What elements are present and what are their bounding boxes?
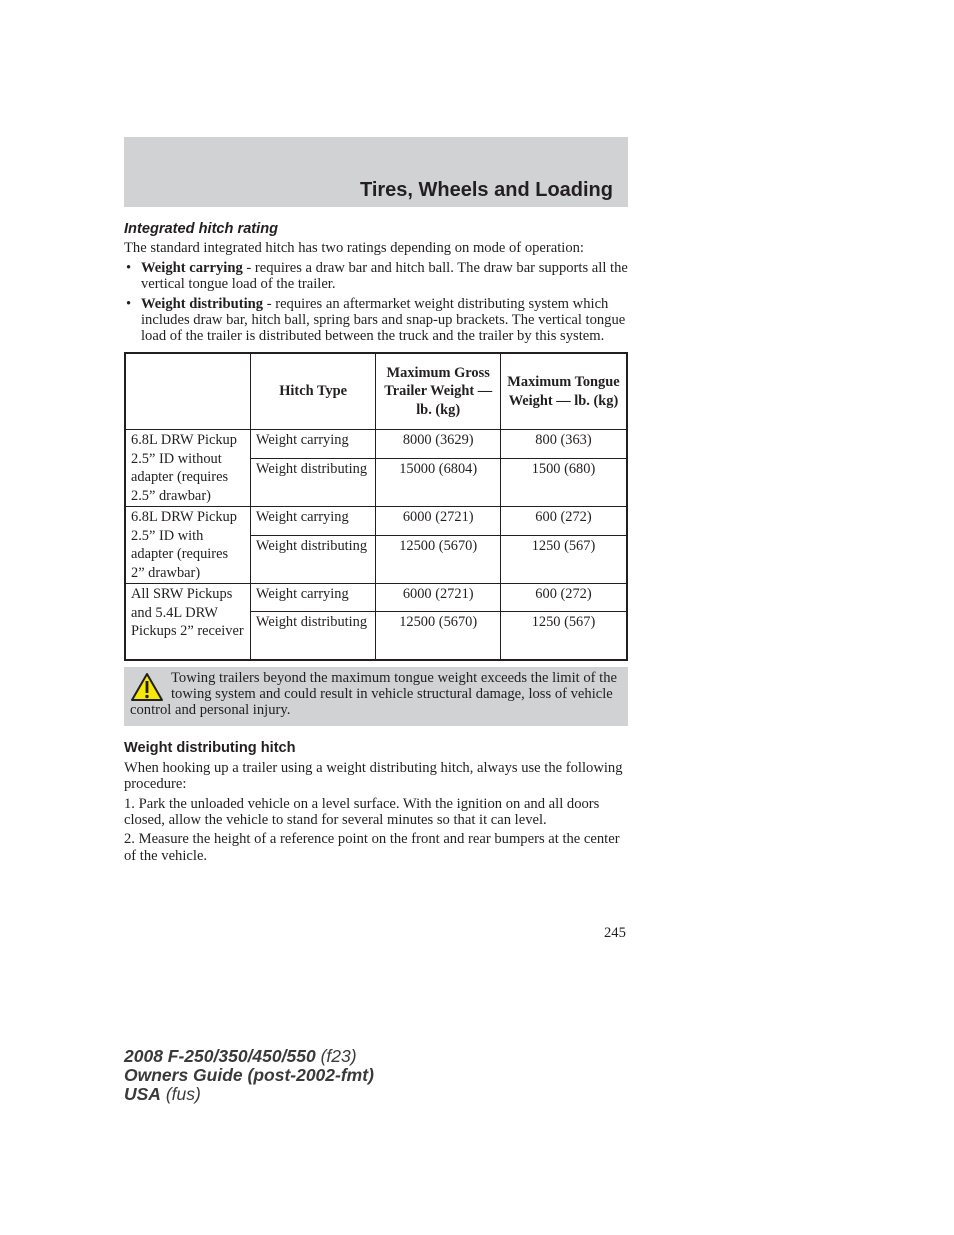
intro-paragraph: The standard integrated hitch has two ratings depending on mode of operation: [124,240,584,257]
hitch-type-cell: Weight carrying [250,430,376,458]
footer-guide: Owners Guide (post-2002-fmt) [124,1065,374,1085]
footer-market: USA [124,1084,161,1104]
tongue-weight-cell: 800 (363) [500,430,627,458]
gross-weight-cell: 12500 (5670) [376,612,501,660]
bullet-term: Weight distributing [141,295,264,312]
tongue-weight-cell: 600 (272) [500,507,627,535]
section-heading-integrated-hitch: Integrated hitch rating [124,221,279,237]
gross-weight-cell: 6000 (2721) [376,507,501,535]
gross-weight-cell: 15000 (6804) [376,458,501,507]
bullet-icon: • [126,259,132,276]
hitch-type-cell: Weight carrying [250,507,376,535]
vehicle-cell: 6.8L DRW Pickup 2.5” ID with adapter (requires 2” drawbar) [125,507,250,584]
bullet-icon: • [126,295,132,312]
bullet-term: Weight carrying [141,259,243,276]
hitch-type-cell: Weight distributing [250,612,376,660]
hitch-type-cell: Weight carrying [250,584,376,612]
section-heading-weight-distributing: Weight distributing hitch [124,740,296,757]
hitch-type-cell: Weight distributing [250,535,376,584]
list-item [124,260,628,293]
procedure-intro: When hooking up a trailer using a weight distributing hitch, always use the following procedure: [124,759,623,793]
main-content [124,219,628,867]
gross-weight-cell: 6000 (2721) [376,584,501,612]
document-footer [124,1047,374,1104]
footer-model: 2008 F-250/350/450/550 [124,1046,316,1066]
page-header [124,137,628,207]
tongue-weight-cell: 1250 (567) [500,535,627,584]
table-row [125,430,627,458]
hitch-rating-table [124,352,628,661]
header-cell: Hitch Type [250,353,376,430]
warning-triangle-icon [130,672,164,702]
vehicle-cell: 6.8L DRW Pickup 2.5” ID without adapter (requires 2.5” drawbar) [125,430,250,507]
footer-market-code: (fus) [160,1084,201,1104]
list-item [124,296,628,345]
footer-model-code: (f23) [315,1046,357,1066]
gross-weight-cell: 12500 (5670) [376,535,501,584]
page-title: Tires, Wheels and Loading [359,179,613,201]
header-cell [125,353,250,430]
hitch-type-cell: Weight distributing [250,458,376,507]
bullet-text: - requires a draw bar and hitch ball. The draw bar supports all the vertical tongue load of the trailer. [141,259,628,293]
header-cell: Maximum Gross Trailer Weight — lb. (kg) [376,353,501,430]
table-header-row [125,353,627,430]
table-row [125,507,627,535]
tongue-weight-cell: 1500 (680) [500,458,627,507]
table-row [125,584,627,612]
page-number: 245 [604,925,626,941]
gross-weight-cell: 8000 (3629) [376,430,501,458]
procedure-step-1: 1. Park the unloaded vehicle on a level surface. With the ignition on and all doors closed, allow the vehicle to stand for several minutes so that it can level. [124,795,600,829]
procedure-step-2: 2. Measure the height of a reference point on the front and rear bumpers at the center of the vehicle. [124,831,620,864]
warning-text: Towing trailers beyond the maximum tongue weight exceeds the limit of the towing system and could result in vehicle structural damage, loss of vehicle control and personal injury. [130,669,618,719]
vehicle-cell: All SRW Pickups and 5.4L DRW Pickups 2” receiver [125,584,250,660]
header-cell: Maximum Tongue Weight — lb. (kg) [500,353,627,430]
warning-box [124,667,628,727]
tongue-weight-cell: 1250 (567) [500,612,627,660]
bullet-text: - requires an aftermarket weight distributing system which includes draw bar, hitch ball, spring bars and snap-up brackets. The vertical tongue load of the trailer is distributed between the truck and the trailer by this system. [141,295,626,345]
tongue-weight-cell: 600 (272) [500,584,627,612]
rating-list [124,260,628,345]
